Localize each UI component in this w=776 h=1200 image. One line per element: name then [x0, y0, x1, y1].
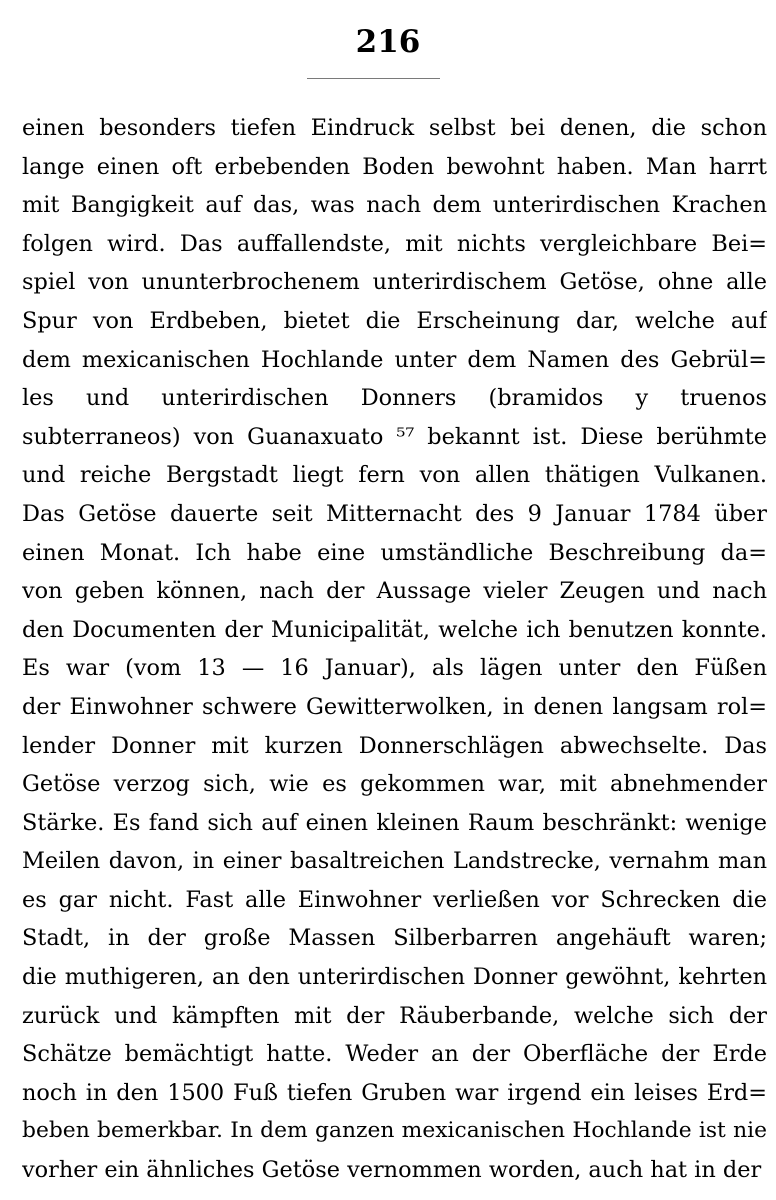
- text-line: les und unterirdischen Donners (bramidos y truenos: [22, 385, 767, 412]
- text-line: der Einwohner schwere Gewitterwolken, in denen langsam rol=: [22, 693, 767, 720]
- text-line: lange einen oft erbebenden Boden bewohnt haben. Man harrt: [22, 153, 767, 180]
- header-rule: [307, 78, 440, 79]
- text-line: Stärke. Es fand sich auf einen kleinen Raum beschränkt: wenige: [22, 809, 767, 836]
- text-line: Meilen davon, in einer basaltreichen Landstrecke, vernahm man: [22, 848, 767, 875]
- text-line: folgen wird. Das auffallendste, mit nichts vergleichbare Bei=: [22, 230, 767, 257]
- text-line: die muthigeren, an den unterirdischen Donner gewöhnt, kehrten: [22, 964, 767, 991]
- text-line: Getöse verzog sich, wie es gekommen war, mit abnehmender: [22, 771, 767, 798]
- text-line: den Documenten der Municipalität, welche ich benutzen konnte.: [22, 616, 767, 643]
- text-line: zurück und kämpften mit der Räuberbande, welche sich der: [22, 1002, 767, 1029]
- text-line: Stadt, in der große Massen Silberbarren angehäuft waren;: [22, 925, 767, 952]
- text-line: mit Bangigkeit auf das, was nach dem unterirdischen Krachen: [22, 192, 767, 219]
- text-line: von geben können, nach der Aussage vieler Zeugen und nach: [22, 578, 767, 605]
- page-number: 216: [355, 24, 421, 60]
- body-text: [22, 109, 767, 1190]
- text-line: subterraneos) von Guanaxuato ⁵⁷ bekannt ist. Diese berühmte: [22, 423, 767, 450]
- text-line: dem mexicanischen Hochlande unter dem Namen des Gebrül=: [22, 346, 767, 373]
- text-line: Es war (vom 13 — 16 Januar), als lägen unter den Füßen: [22, 655, 767, 682]
- text-line: es gar nicht. Fast alle Einwohner verließen vor Schrecken die: [22, 886, 767, 913]
- text-line: und reiche Bergstadt liegt fern von allen thätigen Vulkanen.: [22, 462, 767, 489]
- text-line: spiel von ununterbrochenem unterirdischem Getöse, ohne alle: [22, 269, 767, 296]
- text-line: einen Monat. Ich habe eine umständliche Beschreibung da=: [22, 539, 767, 566]
- text-line: vorher ein ähnliches Getöse vernommen worden, auch hat in der: [22, 1157, 762, 1184]
- text-line: einen besonders tiefen Eindruck selbst bei denen, die schon: [22, 115, 767, 141]
- text-line: Schätze bemächtigt hatte. Weder an der Oberfläche der Erde: [22, 1041, 767, 1068]
- text-line: beben bemerkbar. In dem ganzen mexicanischen Hochlande ist nie: [22, 1118, 767, 1144]
- text-line: Spur von Erdbeben, bietet die Erscheinung dar, welche auf: [22, 307, 767, 334]
- text-line: noch in den 1500 Fuß tiefen Gruben war irgend ein leises Erd=: [22, 1079, 767, 1106]
- text-line: lender Donner mit kurzen Donnerschlägen abwechselte. Das: [22, 732, 767, 759]
- text-line: Das Getöse dauerte seit Mitternacht des 9 Januar 1784 über: [22, 500, 767, 527]
